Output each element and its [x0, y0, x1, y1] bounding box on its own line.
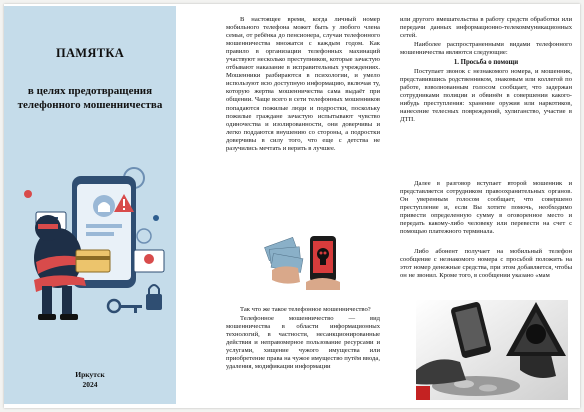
middle-column-intro	[226, 16, 380, 153]
intro-paragraph: В настоящее время, когда личный номер мобильного телефона может быть у любого члена семьи, от ребёнка до пенсионера, случаи телефонного мошенничества множатся с каждым годом. Как правило в организации телефонных махинаций участвуют несколько преступников, которые зачастую отбывают наказание в исправительных учреждениях. Мошенники разбираются в психологии, и умело используют всю доступную информацию, включая ту, которую жертва мошенничества сама выдаёт при общении. Чаще всего в сети телефонных мошенников попадаются пожилые люди и подростки, поскольку пожилые граждане зачастую испытывают чувство одиночества и изолированности, они доверчивы и легко поддаются внушению со стороны, а подростки доверчивы в силу того, что еще с детства не разучились мечтать и верить в лучшее.	[226, 16, 380, 152]
cover-title: ПАМЯТКА	[55, 46, 125, 60]
hacker-phone-image	[416, 300, 568, 400]
section-title-help: 1. Просьба о помощи	[453, 58, 519, 66]
phone-fraud-illustration	[6, 158, 176, 330]
cover-city: Иркутск	[75, 370, 105, 379]
continuation-text: или другого вмешательства в работу средств обработки или передачи данных информационно-телекоммуникационных сетей.	[400, 16, 572, 40]
cover-panel	[4, 6, 176, 404]
sms-request-text: Либо абонент получает на мобильный телефон сообщение с незнакомого номера с просьбой положить на этот номер денежные средства, при этом добавляется, чтобы он не звонил. Кроме того, в сообщении указано «мам	[400, 248, 572, 280]
cover-subtitle	[10, 84, 170, 112]
cover-footer	[4, 370, 176, 390]
middle-column-definition	[226, 306, 380, 372]
definition-text: Телефонное мошенничество — вид мошенничества в области информационных технологий, в частности, несанкционированные действия и неправомерное пользование ресурсами и услугами, хищение чужого имущества или приобретение права на чужое имущество путём ввода, удаления, модификации информации	[226, 314, 380, 370]
question-text: Так что же такое телефонное мошенничество?	[240, 306, 371, 313]
section-help-text: Поступает звонок с незнакомого номера, и мошенник, представившись родственником, знакомым или коллегой по работе, взволнованным голосом сообщает, что задержан сотрудниками полиции и обвинён в совершении какого-нибудь преступления: хранение оружия или наркотиков, нанесение телесных повреждений, хулиганство, участие в ДТП.	[400, 67, 572, 124]
cover-year: 2024	[82, 380, 98, 389]
right-column-top	[400, 16, 572, 125]
second-fraudster-text: Далее в разговор вступает второй мошенник и представляется сотрудником правоохранительных органов. Он уверенным голосом сообщает, что совершено преступление и, если Вы хотите помочь, необходимо привести определенную сумму в оговоренное место и передать какому-либо человеку или перевести на счет с помощью платежного терминала.	[400, 180, 572, 236]
cover-subtitle-line2: телефонного мошенничества	[17, 99, 163, 111]
right-column-middle	[400, 180, 572, 237]
right-column-bottom	[400, 248, 572, 281]
cover-subtitle-line1: в целях предотвращения	[27, 85, 153, 97]
phone-money-image	[262, 232, 348, 290]
types-intro: Наиболее распространенными видами телефонного мошенничества являются следующие:	[400, 40, 572, 56]
